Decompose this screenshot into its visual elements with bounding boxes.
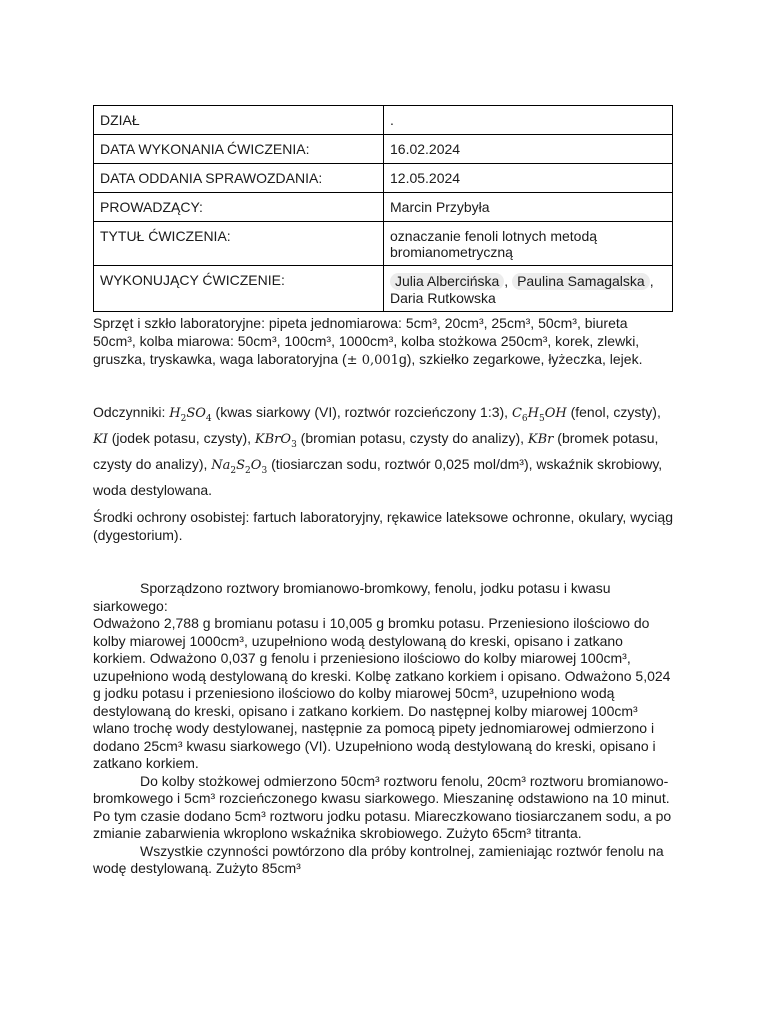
row-value: 12.05.2024 [384, 164, 673, 193]
row-value: 16.02.2024 [384, 135, 673, 164]
row-value: oznaczanie fenoli lotnych metodą bromianometryczną [384, 222, 673, 266]
equipment-text: Sprzęt i szkło laboratoryjne: pipeta jednomiarowa: 5cm³, 20cm³, 25cm³, 50cm³, biureta 50cm³, kolba miarowa: 50cm³, 100cm³, 1000cm³, kolba stożkowa 250cm³, korek, zlewki, gruszka, tryskawka, waga laboratoryjna ( [93, 315, 640, 367]
table-row [94, 164, 673, 193]
row-label: PROWADZĄCY: [94, 193, 384, 222]
procedure-paragraph-1 [93, 580, 673, 773]
chemical-formula: KI [93, 432, 108, 447]
chemical-formula: $H_2SO_4$ [169, 406, 212, 424]
procedure-section [93, 580, 673, 878]
procedure-text: Wszystkie czynności powtórzono dla próby kontrolnej, zamieniając roztwór fenolu na wodę destylowaną. Zużyto 85cm³ [93, 842, 664, 876]
procedure-text: Do kolby stożkowej odmierzono 50cm³ roztworu fenolu, 20cm³ roztworu bromianowo-bromkowego i 5cm³ rozcieńczonego kwasu siarkowego. Mieszaninę odstawiono na 10 minut. Po tym czasie dodano 5cm³ roztworu jodku potasu. Miareczkowano tiosiarczanem sodu, a po zmianie zabarwienia wkroplono wskaźnika skrobiowego. Zużyto 65cm³ titranta. [93, 772, 672, 841]
procedure-intro: Sporządzono roztwory bromianowo-bromkowy, fenolu, jodku potasu i kwasu siarkowego: [93, 580, 611, 614]
equipment-text-end: g), szkiełko zegarkowe, łyżeczka, lejek. [398, 351, 643, 367]
table-row [94, 106, 673, 135]
reagent-description: (fenol, czysty), [566, 404, 661, 420]
separator: , [504, 273, 509, 289]
procedure-text: Odważono 2,788 g bromianu potasu i 10,005 g bromku potasu. Przeniesiono ilościowo do kolby miarowej 1000cm³, uzupełniono wodą destylowaną do kreski, opisano i zatkano korkiem. Odważono 0,037 g fenolu i przeniesiono ilościowo do kolby miarowej 100cm³, uzupełniono wodą destylowaną do kreski. Kolbę zatkano korkiem i opisano. Odważono 5,024 g jodku potasu i przeniesiono ilościowo do kolby miarowej 50cm³, uzupełniono wodą destylowaną do kreski, opisano i zatkano korkiem. Do następnej kolby miarowej 100cm³ wlano trochę wody destylowanej, następnie za pomocą pipety jednomiarowej odmierzono i dodano 25cm³ kwasu siarkowego (VI). Uzupełniono wodą destylowaną do kreski, opisano i zatkano korkiem. [93, 615, 671, 771]
reagent-description: (kwas siarkowy (VI), roztwór rozcieńczony 1:3), [211, 404, 512, 420]
table-row [94, 135, 673, 164]
row-value: . [384, 106, 673, 135]
chemical-formula: $Na_2S_2O_3$ [211, 458, 268, 476]
table-row [94, 193, 673, 222]
chemical-formula: KBr [527, 432, 554, 447]
separator: , [649, 273, 654, 289]
protection-paragraph: Środki ochrony osobistej: fartuch laboratoryjny, rękawice lateksowe ochronne, okulary, wyciąg (dygestorium). [93, 509, 673, 543]
person-chip[interactable]: Paulina Samagalska [512, 273, 650, 290]
reagent-description: (jodek potasu, czysty), [107, 430, 255, 446]
chemical-formula: KBrO$_3$ [254, 432, 297, 450]
tolerance-math: ± 0,001 [346, 353, 399, 368]
chemical-formula: $C_6H_5OH$ [511, 406, 567, 424]
table-row [94, 222, 673, 266]
performers-cell [384, 266, 673, 312]
row-value: Marcin Przybyła [384, 193, 673, 222]
row-label: DATA ODDANIA SPRAWOZDANIA: [94, 164, 384, 193]
reagents-paragraph [93, 400, 673, 502]
reagent-description: (bromek potasu, czysty do analizy), [93, 430, 659, 472]
procedure-paragraph-3 [93, 843, 673, 878]
procedure-paragraph-2 [93, 773, 673, 843]
row-label: TYTUŁ ĆWICZENIA: [94, 222, 384, 266]
row-label: DZIAŁ [94, 106, 384, 135]
reagents-label: Odczynniki: [93, 404, 170, 420]
table-row [94, 266, 673, 312]
equipment-paragraph [93, 314, 673, 370]
row-label: DATA WYKONANIA ĆWICZENIA: [94, 135, 384, 164]
reagent-description: (bromian potasu, czysty do analizy), [296, 430, 528, 446]
person-chip[interactable]: Julia Albercińska [390, 273, 504, 290]
reagent-description: (tiosiarczan sodu, roztwór 0,025 mol/dm³), wskaźnik skrobiowy, woda destylowana. [93, 456, 663, 498]
report-header-table [93, 105, 673, 312]
row-label: WYKONUJĄCY ĆWICZENIE: [94, 266, 384, 312]
person-name: Daria Rutkowska [390, 290, 496, 306]
